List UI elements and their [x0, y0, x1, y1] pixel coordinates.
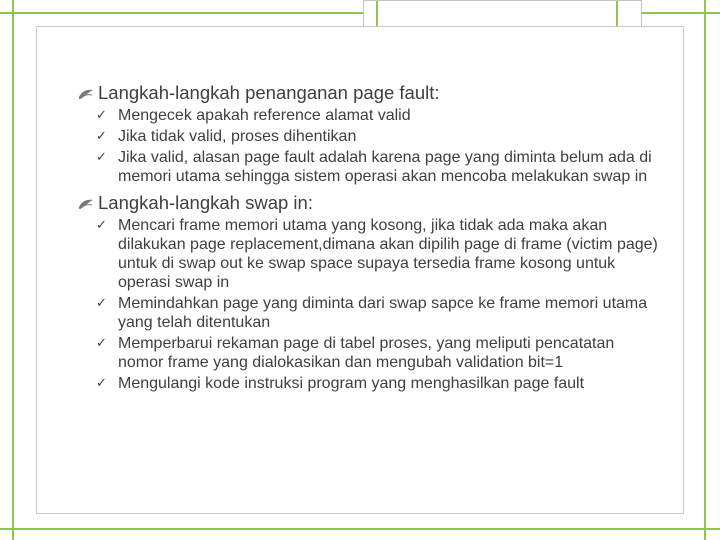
- checkmark-icon: ✓: [96, 108, 107, 123]
- frame-line-left: [12, 0, 14, 540]
- page-fault-steps-list: [76, 106, 661, 186]
- list-item: [76, 334, 661, 372]
- list-item: [76, 374, 661, 393]
- section-heading-text: Langkah-langkah swap in:: [98, 192, 313, 213]
- list-item-text: Mencari frame memori utama yang kosong, jika tidak ada maka akan dilakukan page replacement,dimana akan dipilih page di frame (victim page) untuk di swap out ke swap space supaya tersedia frame kosong untuk operasi swap in: [118, 217, 658, 291]
- list-item: [76, 127, 661, 146]
- section-heading-swap-in: [76, 192, 661, 214]
- checkmark-icon: ✓: [96, 218, 107, 233]
- frame-line-bottom: [0, 528, 720, 530]
- list-item-text: Jika tidak valid, proses dihentikan: [118, 128, 357, 145]
- checkmark-icon: ✓: [96, 129, 107, 144]
- list-item-text: Memindahkan page yang diminta dari swap sapce ke frame memori utama yang telah ditentukan: [118, 295, 648, 331]
- list-item: [76, 294, 661, 332]
- frame-line-right: [704, 0, 706, 540]
- list-item: [76, 148, 661, 186]
- swap-in-steps-list: [76, 216, 661, 393]
- leaf-swirl-icon: [78, 196, 94, 210]
- list-item-text: Jika valid, alasan page fault adalah karena page yang diminta belum ada di memori utama sehingga sistem operasi akan mencoba melakukan swap in: [118, 149, 652, 185]
- list-item-text: Mengecek apakah reference alamat valid: [118, 107, 411, 124]
- list-item-text: Memperbarui rekaman page di tabel proses, yang meliputi pencatatan nomor frame yang dialokasikan dan mengubah validation bit=1: [118, 335, 615, 371]
- list-item-text: Mengulangi kode instruksi program yang menghasilkan page fault: [118, 375, 585, 392]
- leaf-swirl-icon: [78, 86, 94, 100]
- section-heading-text: Langkah-langkah penanganan page fault:: [98, 82, 440, 103]
- checkmark-icon: ✓: [96, 150, 107, 165]
- checkmark-icon: ✓: [96, 296, 107, 311]
- checkmark-icon: ✓: [96, 336, 107, 351]
- list-item: [76, 216, 661, 292]
- slide-content: [76, 82, 661, 399]
- list-item: [76, 106, 661, 125]
- checkmark-icon: ✓: [96, 376, 107, 391]
- section-heading-page-fault: [76, 82, 661, 104]
